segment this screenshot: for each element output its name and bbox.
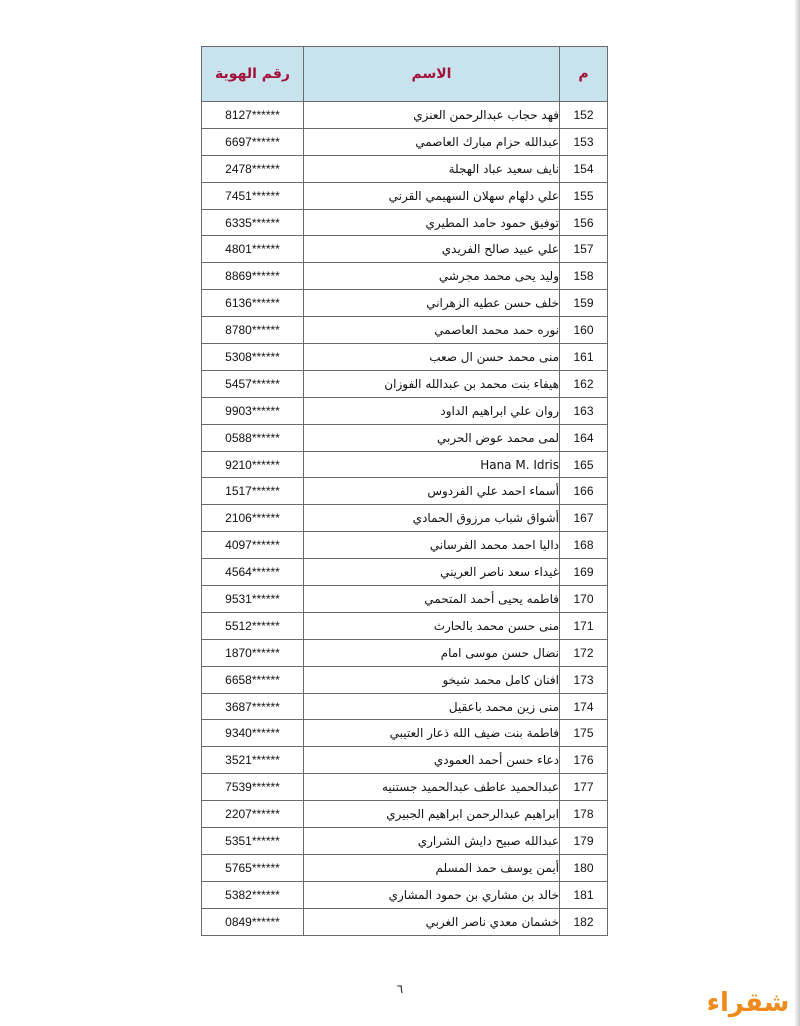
table-body [202, 102, 608, 936]
row-name: أيمن يوسف حمد المسلم [304, 854, 560, 881]
table-row [202, 370, 608, 397]
row-id-number: 8780****** [202, 317, 304, 344]
row-name: توفيق حمود حامد المطيري [304, 209, 560, 236]
row-id-number: 4801****** [202, 236, 304, 263]
table-row [202, 559, 608, 586]
logo-text: شقراء [706, 988, 790, 1018]
table-row [202, 451, 608, 478]
row-name: عبدالله صبيح دايش الشراري [304, 828, 560, 855]
row-number: 161 [560, 344, 608, 371]
row-id-number: 6136****** [202, 290, 304, 317]
row-id-number: 8127****** [202, 102, 304, 129]
row-number: 158 [560, 263, 608, 290]
row-number: 171 [560, 612, 608, 639]
row-id-number: 9340****** [202, 720, 304, 747]
row-id-number: 5512****** [202, 612, 304, 639]
row-name: فاطمه يحيى أحمد المتحمي [304, 586, 560, 613]
table-row [202, 720, 608, 747]
row-number: 182 [560, 908, 608, 935]
row-number: 157 [560, 236, 608, 263]
row-id-number: 6335****** [202, 209, 304, 236]
row-id-number: 7451****** [202, 182, 304, 209]
row-id-number: 9903****** [202, 397, 304, 424]
row-name: منى حسن محمد بالحارث [304, 612, 560, 639]
table-row [202, 532, 608, 559]
row-number: 175 [560, 720, 608, 747]
row-number: 173 [560, 666, 608, 693]
row-name: افنان كامل محمد شيخو [304, 666, 560, 693]
table-row [202, 801, 608, 828]
row-name: Hana M. Idris [304, 451, 560, 478]
table-row [202, 236, 608, 263]
row-name: نوره حمد محمد العاصمي [304, 317, 560, 344]
row-id-number: 0588****** [202, 424, 304, 451]
table-row [202, 397, 608, 424]
row-name: منى محمد حسن ال صعب [304, 344, 560, 371]
row-number: 168 [560, 532, 608, 559]
table-row [202, 344, 608, 371]
header-num: م [560, 47, 608, 102]
row-id-number: 1517****** [202, 478, 304, 505]
row-name: فهد حجاب عبدالرحمن العنزي [304, 102, 560, 129]
row-name: عبدالحميد عاطف عبدالحميد جستنيه [304, 774, 560, 801]
table-row [202, 317, 608, 344]
shaqra-logo [706, 985, 790, 1021]
table-row [202, 155, 608, 182]
row-number: 164 [560, 424, 608, 451]
table-row [202, 586, 608, 613]
row-name: وليد يحى محمد مجرشي [304, 263, 560, 290]
row-id-number: 2207****** [202, 801, 304, 828]
row-id-number: 2106****** [202, 505, 304, 532]
row-id-number: 1870****** [202, 639, 304, 666]
row-number: 181 [560, 881, 608, 908]
row-id-number: 5308****** [202, 344, 304, 371]
row-name: روان علي ابراهيم الداود [304, 397, 560, 424]
header-name: الاسم [304, 47, 560, 102]
row-name: أسماء احمد علي الفردوس [304, 478, 560, 505]
row-id-number: 4097****** [202, 532, 304, 559]
row-id-number: 7539****** [202, 774, 304, 801]
row-name: لمى محمد عوض الحربي [304, 424, 560, 451]
row-name: عبدالله حزام مبارك العاصمي [304, 128, 560, 155]
row-id-number: 2478****** [202, 155, 304, 182]
page-number: ٦ [396, 982, 404, 996]
table-row [202, 263, 608, 290]
row-id-number: 0849****** [202, 908, 304, 935]
table-row [202, 102, 608, 129]
table-row [202, 908, 608, 935]
table-row [202, 128, 608, 155]
row-number: 174 [560, 693, 608, 720]
row-name: نايف سعيد عباد الهجلة [304, 155, 560, 182]
row-number: 176 [560, 747, 608, 774]
table-row [202, 828, 608, 855]
row-number: 155 [560, 182, 608, 209]
row-name: منى زين محمد باعقيل [304, 693, 560, 720]
row-number: 167 [560, 505, 608, 532]
page-edge-shadow [794, 0, 800, 1026]
row-number: 163 [560, 397, 608, 424]
table-row [202, 774, 608, 801]
row-id-number: 3687****** [202, 693, 304, 720]
table-row [202, 881, 608, 908]
row-name: غيداء سعد ناصر العريني [304, 559, 560, 586]
row-name: علي دلهام سهلان السهيمي القرني [304, 182, 560, 209]
table-row [202, 478, 608, 505]
row-number: 156 [560, 209, 608, 236]
row-number: 172 [560, 639, 608, 666]
row-id-number: 6697****** [202, 128, 304, 155]
row-id-number: 5765****** [202, 854, 304, 881]
table-row [202, 747, 608, 774]
row-name: نضال حسن موسى امام [304, 639, 560, 666]
table-row [202, 666, 608, 693]
row-id-number: 8869****** [202, 263, 304, 290]
table-row [202, 505, 608, 532]
row-number: 153 [560, 128, 608, 155]
table-row [202, 209, 608, 236]
table-row [202, 854, 608, 881]
row-name: هيفاء بنت محمد بن عبدالله الفوزان [304, 370, 560, 397]
row-number: 169 [560, 559, 608, 586]
row-number: 166 [560, 478, 608, 505]
row-id-number: 6658****** [202, 666, 304, 693]
row-name: دعاء حسن أحمد العمودي [304, 747, 560, 774]
row-number: 179 [560, 828, 608, 855]
row-name: أشواق شباب مرزوق الحمادي [304, 505, 560, 532]
row-number: 180 [560, 854, 608, 881]
row-id-number: 5382****** [202, 881, 304, 908]
row-name: خالد بن مشاري بن حمود المشاري [304, 881, 560, 908]
header-id: رقم الهوية [202, 47, 304, 102]
table-row [202, 693, 608, 720]
row-id-number: 4564****** [202, 559, 304, 586]
table-row [202, 612, 608, 639]
table-row [202, 424, 608, 451]
row-name: داليا احمد محمد الفرساني [304, 532, 560, 559]
row-name: خشمان معدي ناصر الغربي [304, 908, 560, 935]
row-id-number: 9531****** [202, 586, 304, 613]
table-row [202, 639, 608, 666]
row-name: ابراهيم عبدالرحمن ابراهيم الجبيري [304, 801, 560, 828]
row-number: 154 [560, 155, 608, 182]
names-table [201, 46, 608, 936]
table-header-row [202, 47, 608, 102]
row-name: علي عبيد صالح الفريدي [304, 236, 560, 263]
row-id-number: 9210****** [202, 451, 304, 478]
row-name: خلف حسن عطيه الزهراني [304, 290, 560, 317]
row-number: 165 [560, 451, 608, 478]
row-number: 170 [560, 586, 608, 613]
row-number: 162 [560, 370, 608, 397]
row-name: فاطمة بنت ضيف الله ذعار العتيبي [304, 720, 560, 747]
table-row [202, 290, 608, 317]
row-number: 178 [560, 801, 608, 828]
row-id-number: 5457****** [202, 370, 304, 397]
row-number: 152 [560, 102, 608, 129]
row-number: 177 [560, 774, 608, 801]
row-id-number: 5351****** [202, 828, 304, 855]
table-row [202, 182, 608, 209]
row-id-number: 3521****** [202, 747, 304, 774]
row-number: 159 [560, 290, 608, 317]
row-number: 160 [560, 317, 608, 344]
